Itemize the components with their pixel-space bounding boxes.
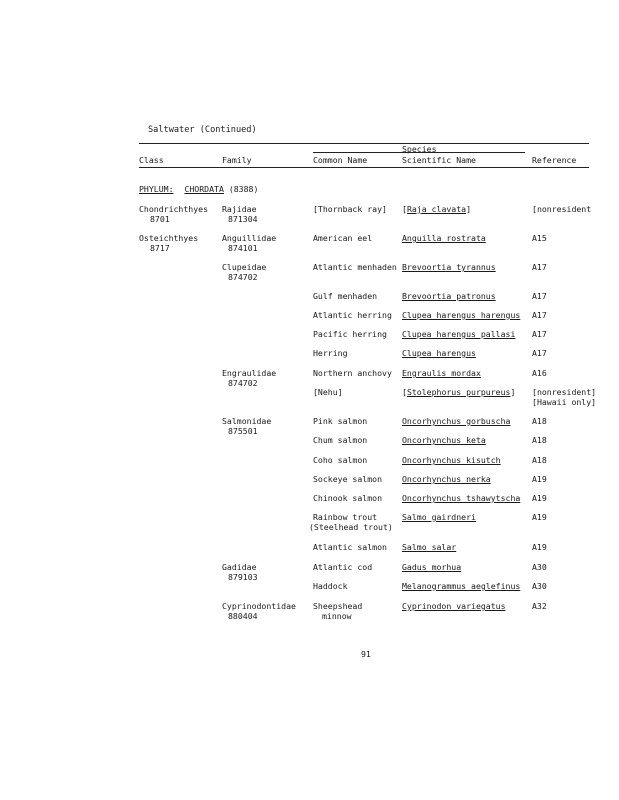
scientific-name: Clupea harengus pallasi (402, 329, 516, 339)
common-name: Rainbow trout (313, 512, 378, 522)
phylum-label: PHYLUM: (139, 184, 174, 194)
reference: [nonresident (532, 204, 592, 214)
scientific-name: Salmo gairdneri (402, 512, 476, 522)
reference: A15 (532, 233, 547, 243)
scientific-name: Engraulis mordax (402, 368, 481, 378)
reference: A17 (532, 310, 547, 320)
header-scientific-name: Scientific Name (402, 155, 476, 165)
family-code: 874702 (228, 378, 258, 388)
reference: A19 (532, 542, 547, 552)
common-name: Coho salmon (313, 455, 368, 465)
phylum-code: (8388) (228, 184, 259, 194)
scientific-name: Salmo salar (402, 542, 457, 552)
reference: A18 (532, 435, 547, 445)
header-class: Class (139, 155, 164, 165)
species-group-label: Species (402, 144, 437, 154)
scientific-name: Oncorhynchus nerka (402, 474, 491, 484)
scientific-name: Clupea harengus harengus (402, 310, 521, 320)
scientific-name: Oncorhynchus keta (402, 435, 486, 445)
family-name: Clupeidae (222, 262, 267, 272)
reference: A17 (532, 348, 547, 358)
reference: A18 (532, 416, 547, 426)
scientific-name: Brevoortia patronus (402, 291, 496, 301)
common-name: Herring (313, 348, 348, 358)
class-name: Osteichthyes (139, 233, 199, 243)
common-name: American eel (313, 233, 373, 243)
family-name: Cyprinodontidae (222, 601, 296, 611)
scientific-name: Anguilla rostrata (402, 233, 486, 243)
phylum-line (139, 184, 258, 194)
header-reference: Reference (532, 155, 577, 165)
class-code: 8701 (150, 214, 170, 224)
family-name: Engraulidae (222, 368, 277, 378)
scientific-name: Clupea harengus (402, 348, 476, 358)
common-name: Sockeye salmon (313, 474, 383, 484)
class-name: Chondrichthyes (139, 204, 209, 214)
scientific-name: Melanogrammus aeglefinus (402, 581, 521, 591)
family-code: 875501 (228, 426, 258, 436)
reference: A19 (532, 493, 547, 503)
scientific-name: [Raja clavata] (402, 204, 472, 214)
family-name: Rajidae (222, 204, 257, 214)
common-name: Pacific herring (313, 329, 387, 339)
family-code: 871304 (228, 214, 258, 224)
common-name-alt: minnow (322, 611, 352, 621)
common-name: Northern anchovy (313, 368, 392, 378)
reference: A16 (532, 368, 547, 378)
reference: A17 (532, 291, 547, 301)
reference: A17 (532, 262, 547, 272)
scientific-name: Brevoortia tyrannus (402, 262, 496, 272)
reference-note: [Hawaii only] (532, 397, 597, 407)
scientific-name: Oncorhynchus gorbuscha (402, 416, 511, 426)
section-title: Saltwater (Continued) (148, 125, 257, 135)
common-name: [Nehu] (313, 387, 343, 397)
scientific-name: Oncorhynchus tshawytscha (402, 493, 521, 503)
family-name: Gadidae (222, 562, 257, 572)
header-bottom-rule (139, 167, 589, 168)
family-name: Anguillidae (222, 233, 277, 243)
header-family: Family (222, 155, 252, 165)
family-code: 879103 (228, 572, 258, 582)
common-name: [Thornback ray] (313, 204, 387, 214)
common-name: Chinook salmon (313, 493, 383, 503)
common-name: Gulf menhaden (313, 291, 378, 301)
common-name: Atlantic salmon (313, 542, 387, 552)
page-number: 91 (361, 649, 371, 659)
reference: A32 (532, 601, 547, 611)
scientific-name: Cyprinodon variegatus (402, 601, 506, 611)
reference: [nonresident] (532, 387, 597, 397)
phylum-name: CHORDATA (184, 184, 224, 194)
family-code: 880404 (228, 611, 258, 621)
common-name: Sheepshead (313, 601, 363, 611)
common-name: Chum salmon (313, 435, 368, 445)
class-code: 8717 (150, 243, 170, 253)
reference: A19 (532, 512, 547, 522)
reference: A19 (532, 474, 547, 484)
reference: A30 (532, 581, 547, 591)
family-code: 874702 (228, 272, 258, 282)
scientific-name: [Stolephorus purpureus] (402, 387, 516, 397)
scientific-name: Oncorhynchus kisutch (402, 455, 501, 465)
family-code: 874101 (228, 243, 258, 253)
header-top-rule (139, 143, 589, 144)
common-name: Haddock (313, 581, 348, 591)
header-common-name: Common Name (313, 155, 368, 165)
common-name: Atlantic herring (313, 310, 392, 320)
scientific-name: Gadus morhua (402, 562, 462, 572)
common-name-alt: (Steelhead trout) (309, 522, 393, 532)
common-name: Pink salmon (313, 416, 368, 426)
family-name: Salmonidae (222, 416, 272, 426)
reference: A30 (532, 562, 547, 572)
reference: A18 (532, 455, 547, 465)
species-group-rule (313, 152, 525, 153)
reference: A17 (532, 329, 547, 339)
common-name: Atlantic cod (313, 562, 373, 572)
common-name: Atlantic menhaden (313, 262, 397, 272)
